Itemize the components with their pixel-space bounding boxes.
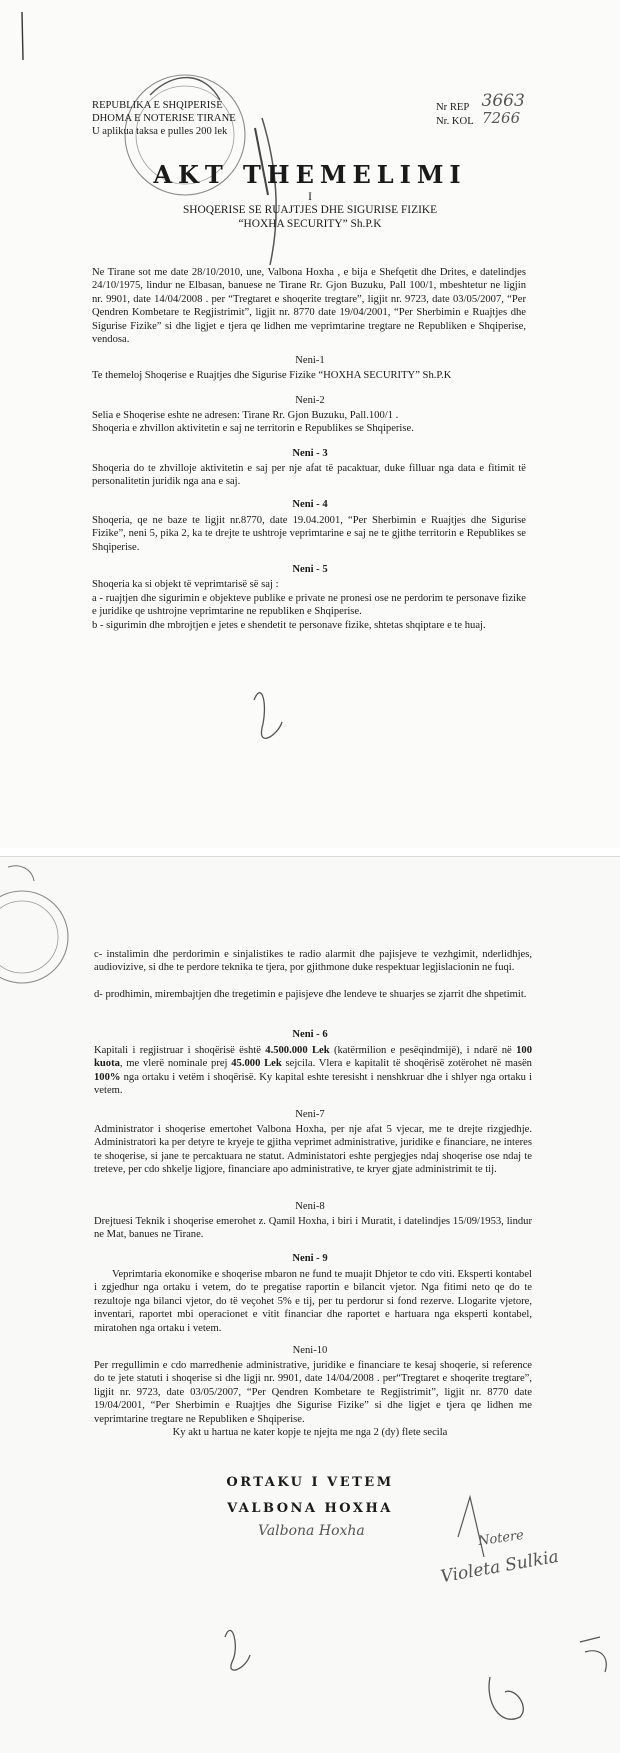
neni-2-line-1: Selia e Shoqerise eshte ne adresen: Tirane Rr. Gjon Buzuku, Pall.100/1 .	[92, 410, 399, 421]
capital-amount: 4.500.000 Lek	[265, 1045, 330, 1056]
neni-3-title: Neni - 3	[292, 448, 328, 459]
neni-6-part-5: nga ortaku i vetëm i shoqërisë. Ky kapital eshte teresisht i nenshkruar dhe i shlyer nga ortaku i vetem.	[94, 1071, 532, 1097]
kol-number	[436, 109, 521, 128]
handwritten-notary-label: Notere	[477, 1527, 525, 1550]
neni-6-title: Neni - 6	[292, 1029, 328, 1040]
rep-value: 3663	[481, 91, 525, 111]
document-page-1	[0, 0, 620, 848]
header-chamber: DHOMA E NOTERISE TIRANE	[92, 113, 236, 124]
neni-5-item-d: d- prodhimin, mirembajtjen dhe tregetimin e pajisjeve dhe lendeve te shuarjes se zjarrit dhe shpetimit.	[94, 989, 527, 1000]
signature-name: VALBONA HOXHA	[227, 1501, 393, 1516]
header-republic: REPUBLIKA E SHQIPERISE	[92, 100, 223, 111]
neni-4-title: Neni - 4	[292, 499, 328, 510]
subtitle-i: I	[308, 191, 312, 203]
subtitle-company-name: “HOXHA SECURITY” Sh.P.K	[238, 218, 382, 230]
document-title: AKT THEMELIMI	[153, 160, 467, 189]
neni-6-part-3: , me vlerë nominale prej	[119, 1058, 232, 1070]
neni-5-item-b: b - sigurimin dhe mbrojtjen e jetes e shendetit te personave fizike, shtetas shqiptare e te huaj.	[92, 620, 486, 631]
neni-1-title: Neni-1	[295, 355, 325, 366]
intro-paragraph: Ne Tirane sot me date 28/10/2010, une, Valbona Hoxha , e bija e Shefqetit dhe Drites, e datelindjes 24/10/1975, lindur ne Elbasan, banuese ne Tirane Rr. Gjon Buzuku, Pall 100/1, mbeshtetur ne ligjin nr. 9901, date 14/04/2008 . per “Tregtaret e shoqerite tregtare”, ligjit nr. 9723, date 03/05/2007, “Per Qendren Kombetare te Regjistrimit”, ligjit nr. 8770 date 19/04/2001, “Per Sherbimin e Ruajtjes dhe Sigurise Fizike” si dhe ligjet e tjera qe lidhen me veprimtarine tregtare ne Republiken e Shqiperise, vendosa.	[92, 267, 526, 346]
handwritten-signature-owner: Valbona Hoxha	[258, 1523, 365, 1539]
neni-6-part-4: sejcila. Vlera e kapitalit të shoqërisë zotërohet në masën	[281, 1058, 532, 1070]
share-count: 100 kuota	[94, 1045, 532, 1070]
neni-10-title: Neni-10	[292, 1345, 328, 1356]
neni-1-text: Te themeloj Shoqerise e Ruajtjes dhe Sigurise Fizike “HOXHA SECURITY” Sh.P.K	[92, 370, 452, 381]
signature-role: ORTAKU I VETEM	[226, 1475, 394, 1490]
neni-6-part-2: (katërmilion e pesëqindmijë), i ndarë në	[329, 1045, 517, 1056]
rep-label: Nr REP	[436, 102, 469, 113]
neni-9-text: Veprimtaria ekonomike e shoqerise mbaron ne fund te muajit Dhjetor te cdo viti. Eksperti kontabel i zgjedhur nga ortaku i vetem, do te pregatise raportin e bilancit vjetor. Nga fitimi neto qe do te rezultoje nga bilanci vjetor, do të veçohet 5% e tij, per tu perdorur si fond rezerve. Llogarite vjetore, inventari, raportet mbi operacionet e vitit financiar dhe raportet e hartuara nga eksperti kontabel, miratohen nga ortaku i vetem.	[94, 1269, 532, 1334]
page-gap	[0, 848, 620, 856]
closing-statement: Ky akt u hartua ne kater kopje te njejta me nga 2 (dy) flete secila	[172, 1427, 448, 1438]
neni-6-part-1: Kapitali i regjistruar i shoqërisë është	[94, 1045, 266, 1056]
document-page-2	[0, 856, 620, 1753]
neni-9-title: Neni - 9	[292, 1253, 328, 1264]
neni-3-text: Shoqeria do te zhvilloje aktivitetin e saj per nje afat të pacaktuar, duke filluar nga data e fitimit të personalitetin juridik nga ana e saj.	[92, 463, 526, 488]
handwritten-signature-notary: Violeta Sulkia	[439, 1546, 561, 1588]
neni-5-item-a: a - ruajtjen dhe sigurimin e objekteve publike e private ne pronesi ose ne perdorim te personave fizike e juridike qe ushtrojne veprimtarine ne republiken e Shqiperise.	[92, 593, 526, 618]
neni-7-text: Administrator i shoqerise emertohet Valbona Hoxha, per nje afat 5 vjecar, me te drejte rizgjedhje. Administratori ka per detyre te kryeje te gjitha veprimet administrative, juridike e financiare, ne interes te shoqerise, si jane te percaktuara ne statut. Administatori eshte pergjegjes ndaj shoqerise ose ndaj te treteve, per cdo shkelje ligjore, financiare apo administrative, te kryer gjate administrimit te tij.	[94, 1124, 532, 1176]
ownership-percent: 100%	[94, 1071, 121, 1083]
neni-2-line-2: Shoqeria e zhvillon aktivitetin e saj ne territorin e Republikes se Shqiperise.	[92, 423, 414, 434]
nominal-value: 45.000 Lek	[231, 1058, 282, 1070]
header-stamp-tax: U aplikua taksa e pulles 200 lek	[92, 126, 228, 137]
neni-2-title: Neni-2	[295, 395, 325, 406]
kol-label: Nr. KOL	[436, 116, 474, 127]
neni-6-text	[94, 1044, 532, 1098]
subtitle-company-type: SHOQERISE SE RUAJTJES DHE SIGURISE FIZIKE	[182, 204, 438, 216]
neni-8-title: Neni-8	[295, 1201, 325, 1212]
neni-8-text: Drejtuesi Teknik i shoqerise emerohet z. Qamil Hoxha, i biri i Muratit, i datelindjes 15/09/1953, lindur ne Mat, banues ne Tirane.	[94, 1216, 532, 1241]
neni-5-item-c: c- instalimin dhe perdorimin e sinjalistikes te radio alarmit dhe pajisjeve te vezhgimit, nderlidhjes, audiovizive, si dhe te perdore teknika te tjera, por gjithmone duke respektuar legjislacionin ne fuqi.	[94, 949, 532, 974]
neni-5-title: Neni - 5	[292, 564, 328, 575]
neni-7-title: Neni-7	[295, 1109, 325, 1120]
neni-4-text: Shoqeria, qe ne baze te ligjit nr.8770, date 19.04.2001, “Per Sherbimin e Ruajtjes dhe Sigurise Fizike”, neni 5, pika 2, ka te drejte te ushtroje veprimtarine e saj ne te gjithe territorin e Republikes se Shqiperise.	[92, 515, 526, 553]
neni-5-intro: Shoqeria ka si objekt të veprimtarisë së saj :	[92, 579, 279, 590]
kol-value: 7266	[481, 109, 521, 127]
neni-10-text: Per rregullimin e cdo marredhenie administrative, juridike e financiare te kesaj shoqerie, si reference do te jete statuti i shoqerise si dhe ligji nr. 9901, date 14/04/2008 . per“Tregtaret e shoqerite tregtare”, ligjit nr. 9723, date 03/05/2007, “Per Qendren Kombetare te Regjistrimit”, ligjit nr. 8770 date 19/04/2001, “Per Sherbimin e Ruajtjes dhe Sigurise Fizike” si dhe ligjet e tjera qe lidhen me veprimtarine tregtare ne Republiken e Shqiperise.	[94, 1360, 532, 1425]
